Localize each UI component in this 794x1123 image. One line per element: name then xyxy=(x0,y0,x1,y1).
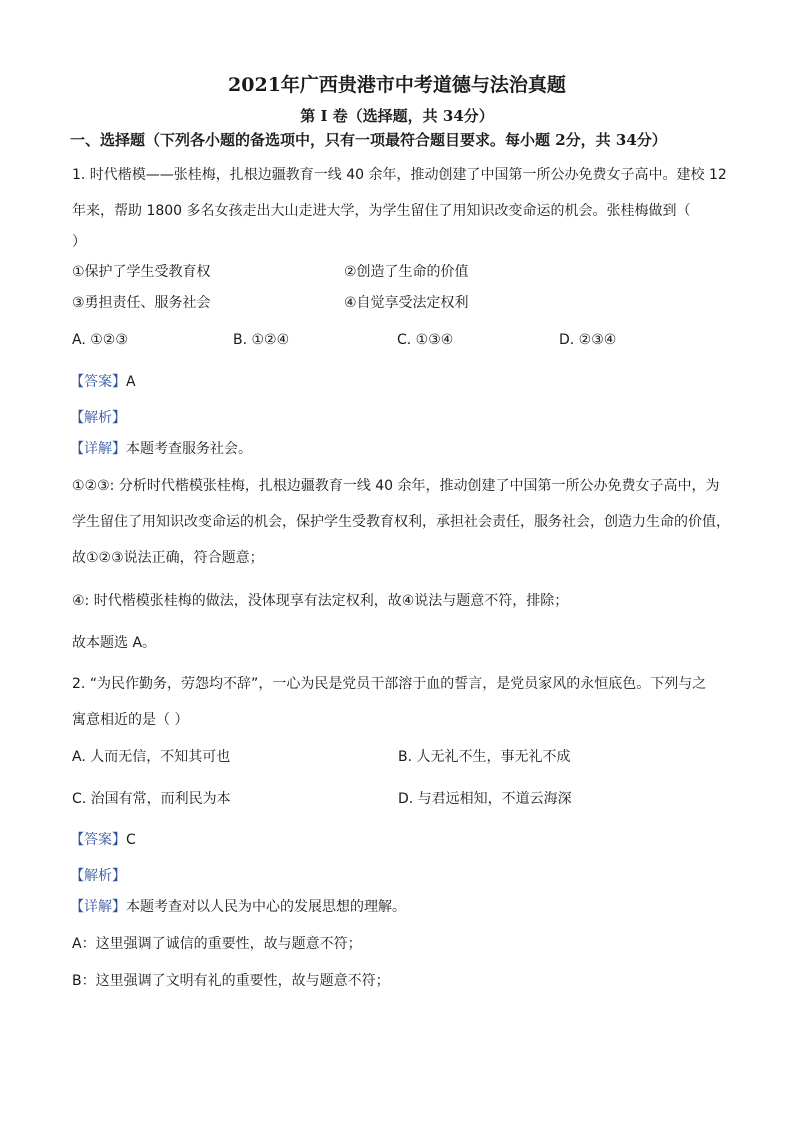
q2-choice-a: A. 人而无信，不知其可也 xyxy=(72,749,231,765)
q1-item-1: ①保护了学生受教育权 xyxy=(72,264,211,280)
q1-item-3: ③勇担责任、服务社会 xyxy=(72,295,211,311)
q2-analysis-tag: 【解析】 xyxy=(70,868,126,884)
q1-detail xyxy=(70,440,252,458)
q2-explanation-a: A：这里强调了诚信的重要性，故与题意不符； xyxy=(72,936,362,952)
q1-item-4: ④自觉享受法定权利 xyxy=(344,295,469,311)
q1-explanation-line-4: ④: 时代楷模张桂梅的做法，没体现享有法定权利，故④说法与题意不符，排除； xyxy=(72,593,569,609)
detail-tag: 【详解】 xyxy=(70,899,126,915)
q1-analysis-tag: 【解析】 xyxy=(70,410,126,426)
q1-stem-line-2: 年来，帮助 1800 多名女孩走出大山走进大学，为学生留住了用知识改变命运的机会。张桂梅做到（ xyxy=(72,203,691,219)
q2-choice-c: C. 治国有常，而利民为本 xyxy=(72,791,231,807)
detail-tag: 【详解】 xyxy=(70,441,126,457)
q2-answer xyxy=(70,831,136,849)
q1-conclusion: 故本题选 A。 xyxy=(72,635,157,651)
q2-stem-line-2: 寓意相近的是（ ） xyxy=(72,712,189,728)
q1-choice-d: D. ②③④ xyxy=(559,332,617,348)
document-title: 2021年广西贵港市中考道德与法治真题 xyxy=(228,74,566,96)
part-heading: 第 I 卷（选择题，共 34分） xyxy=(300,107,494,125)
answer-value: C xyxy=(126,832,136,848)
q1-stem-line-3: ） xyxy=(72,234,86,250)
q1-stem-line-1: 1. 时代楷模——张桂梅，扎根边疆教育一线 40 余年，推动创建了中国第一所公办免费女子高中。建校 12 xyxy=(72,167,727,183)
detail-text: 本题考查服务社会。 xyxy=(126,441,252,457)
q1-answer xyxy=(70,373,136,391)
q2-detail xyxy=(70,898,406,916)
q2-explanation-b: B：这里强调了文明有礼的重要性，故与题意不符； xyxy=(72,973,390,989)
q2-stem-line-1: 2. “为民作勤务，劳怨均不辞”，一心为民是党员干部溶于血的誓言，是党员家风的永恒底色。下列与之 xyxy=(72,676,707,692)
answer-tag: 【答案】 xyxy=(70,832,126,848)
answer-tag: 【答案】 xyxy=(70,374,126,390)
q1-explanation-line-2: 学生留住了用知识改变命运的机会，保护学生受教育权利，承担社会责任，服务社会，创造力生命的价值， xyxy=(72,514,730,530)
q1-explanation-line-1: ①②③: 分析时代楷模张桂梅，扎根边疆教育一线 40 余年，推动创建了中国第一所公办免费女子高中，为 xyxy=(72,478,720,494)
q2-choice-b: B. 人无礼不生，事无礼不成 xyxy=(398,749,571,765)
q1-choice-a: A. ①②③ xyxy=(72,332,128,348)
answer-value: A xyxy=(126,374,136,390)
detail-text: 本题考查对以人民为中心的发展思想的理解。 xyxy=(126,899,406,915)
q1-choice-b: B. ①②④ xyxy=(233,332,290,348)
q2-choice-d: D. 与君远相知，不道云海深 xyxy=(398,791,572,807)
q1-choice-c: C. ①③④ xyxy=(397,332,454,348)
q1-item-2: ②创造了生命的价值 xyxy=(344,264,469,280)
section-heading: 一、选择题（下列各小题的备选项中，只有一项最符合题目要求。每小题 2分，共 34分） xyxy=(70,131,667,149)
q1-explanation-line-3: 故①②③说法正确，符合题意； xyxy=(72,550,264,566)
